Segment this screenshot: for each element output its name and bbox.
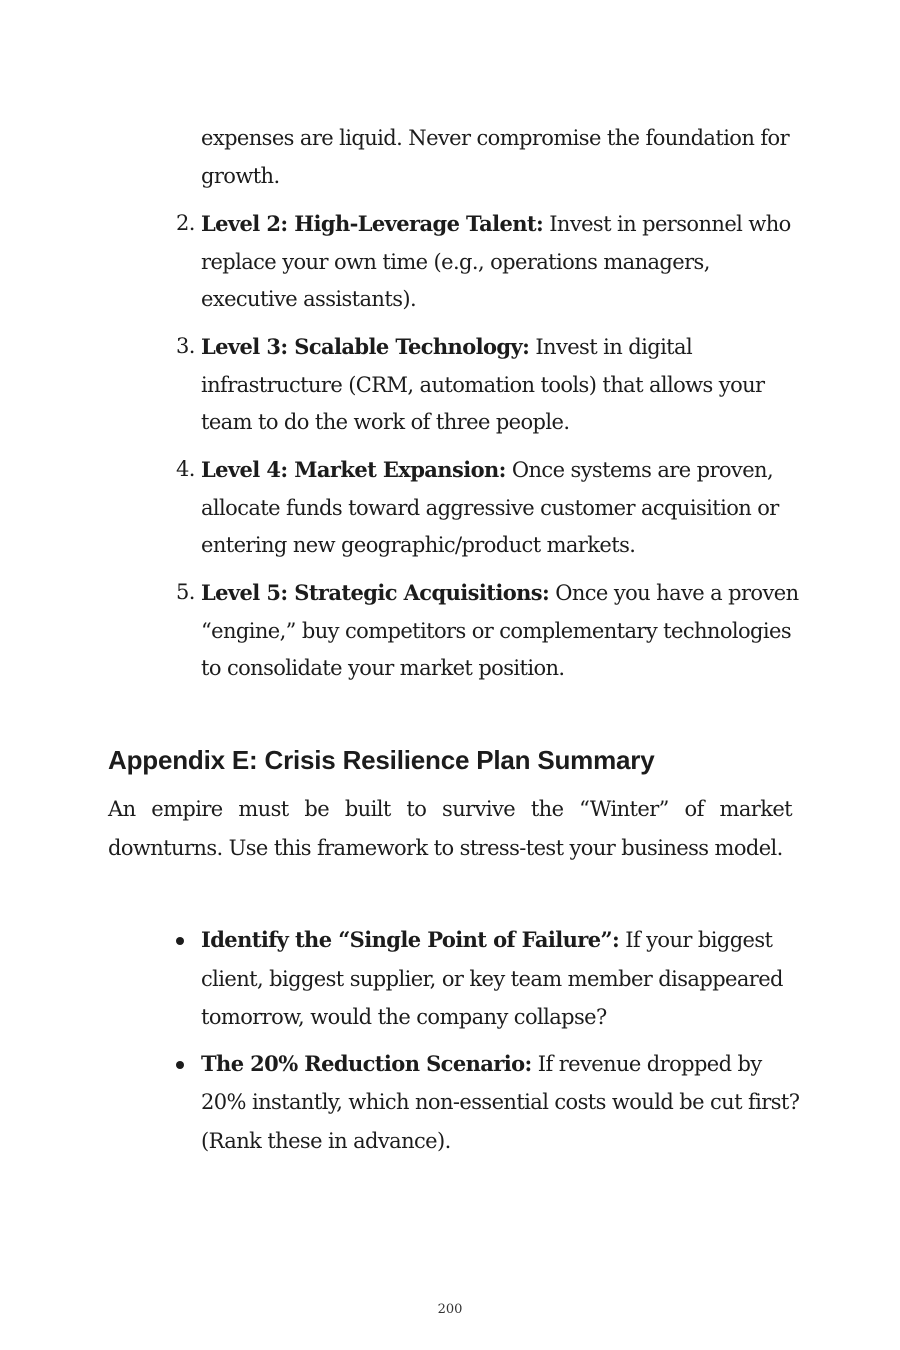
level-title: Level 3: Scalable Technology: [201, 334, 530, 359]
appendix-intro: An empire must be built to survive the “Winter” of market downturns. Use this framework to stress-test your business model. [108, 797, 792, 860]
level-title: Level 5: Strategic Acquisitions: [201, 580, 550, 605]
list-number: 5. [176, 580, 195, 604]
bullet-item-single-point-of-failure [170, 921, 810, 1037]
list-number: 2. [176, 211, 195, 235]
list-item-level-4 [170, 451, 810, 565]
level-title: Level 2: High-Leverage Talent: [201, 211, 544, 236]
list-item-level-2 [170, 205, 810, 319]
page-number: 200 [437, 1302, 463, 1317]
bullet-item-reduction-scenario [170, 1045, 810, 1161]
level-title: Level 4: Market Expansion: [201, 457, 506, 482]
bullet-text: If revenue dropped by 20% instantly, which non-essential costs would be cut first? (Rank these in advance). [201, 1051, 800, 1153]
bullet-text: If your biggest client, biggest supplier, or key team member disappeared tomorrow, would the company collapse? [201, 928, 783, 1029]
level-text: Once you have a proven “engine,” buy competitors or complementary technologies to consolidate your market position. [201, 581, 799, 680]
appendix-heading: Appendix E: Crisis Resilience Plan Summary [108, 745, 655, 775]
bullet-title: The 20% Reduction Scenario: [201, 1050, 532, 1076]
resilience-bullets [170, 921, 810, 1168]
level-text: Invest in personnel who replace your own time (e.g., operations managers, executive assistants). [201, 212, 791, 311]
list-item-level-3 [170, 328, 810, 442]
list-item-level-5 [170, 574, 810, 688]
bullet-icon [176, 937, 184, 945]
list-number: 3. [176, 334, 195, 358]
list-number: 4. [176, 457, 195, 481]
level-text: Once systems are proven, allocate funds toward aggressive customer acquisition or entering new geographic/product markets. [201, 458, 779, 557]
bullet-title: Identify the “Single Point of Failure”: [201, 927, 620, 952]
levels-list [170, 205, 810, 697]
bullet-icon [176, 1061, 184, 1069]
level-text: Invest in digital infrastructure (CRM, automation tools) that allows your team to do the work of three people. [201, 335, 765, 434]
continued-paragraph: expenses are liquid. Never compromise the foundation for growth. [201, 126, 790, 188]
